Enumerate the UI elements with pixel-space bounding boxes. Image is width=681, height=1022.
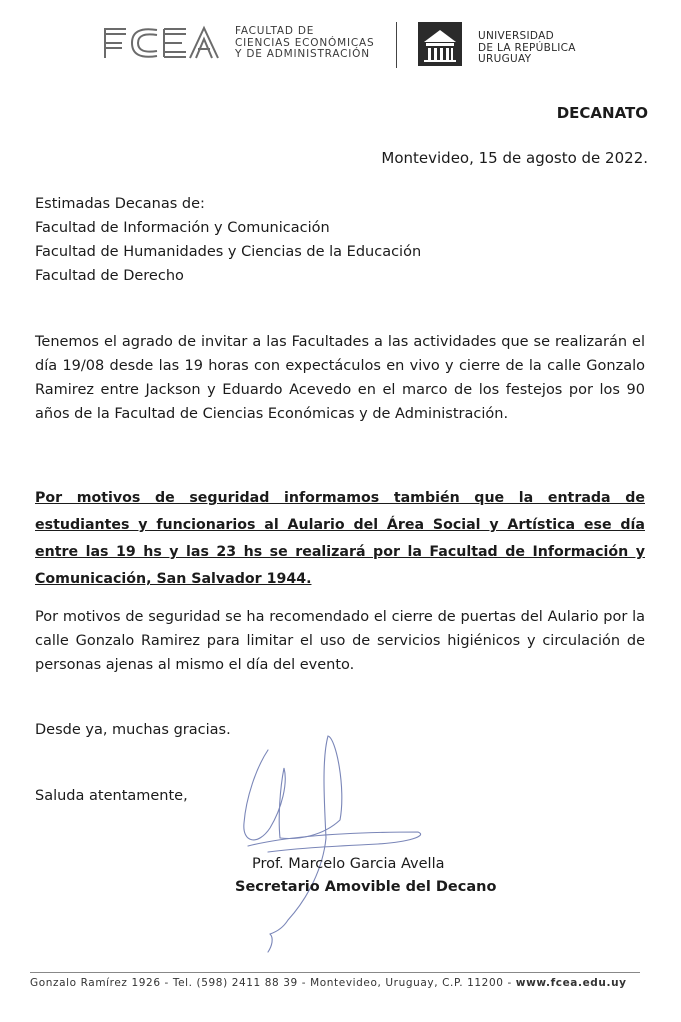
footer — [30, 977, 640, 989]
udelar-name — [478, 31, 576, 66]
handwritten-signature — [228, 728, 438, 958]
footer-website: www.fcea.edu.uy — [515, 977, 627, 989]
signatory-title: Secretario Amovible del Decano — [235, 879, 497, 895]
closing-thanks: Desde ya, muchas gracias. — [35, 722, 231, 738]
addressee-block — [35, 192, 421, 288]
body-paragraph-invitation: Tenemos el agrado de invitar a las Facultades a las actividades que se realizarán el día 19/08 desde las 19 horas con expectáculos en vivo y cierre de la calle Gonzalo Ramirez entre Jackson y Eduardo Acevedo en el marco de los festejos por los 90 años de la Facultad de Ciencias Económicas y de Administración. — [35, 334, 645, 422]
recipient: Facultad de Derecho — [35, 268, 184, 284]
dateline: Montevideo, 15 de agosto de 2022. — [381, 149, 648, 167]
udelar-name-line: DE LA REPÚBLICA — [478, 41, 576, 54]
udelar-logo — [418, 22, 462, 66]
recipient: Facultad de Humanidades y Ciencias de la Educación — [35, 244, 422, 260]
fcea-name-line: FACULTAD DE — [235, 25, 315, 37]
fcea-name — [235, 26, 374, 61]
body-paragraph-closure: Por motivos de seguridad se ha recomendado el cierre de puertas del Aulario por la calle Gonzalo Ramirez para limitar el uso de servicios higiénicos y circulación de personas ajenas al mismo el día del evento. — [35, 609, 645, 673]
office-heading: DECANATO — [556, 104, 648, 122]
fcea-logo — [102, 24, 222, 62]
recipient: Facultad de Información y Comunicación — [35, 220, 330, 236]
udelar-name-line: UNIVERSIDAD — [478, 30, 554, 42]
udelar-name-line: URUGUAY — [478, 53, 532, 65]
closing-regards: Saluda atentamente, — [35, 788, 188, 804]
footer-address: Gonzalo Ramírez 1926 - Tel. (598) 2411 88 39 - Montevideo, Uruguay, C.P. 11200 - — [30, 977, 516, 989]
fcea-name-line: Y DE ADMINISTRACIÓN — [235, 48, 370, 60]
fcea-name-line: CIENCIAS ECONÓMICAS — [235, 36, 375, 49]
greeting: Estimadas Decanas de: — [35, 196, 205, 212]
body-paragraph-security-notice: Por motivos de seguridad informamos también que la entrada de estudiantes y funcionarios al Aulario del Área Social y Artística ese día entre las 19 hs y las 23 hs se realizará por la Facultad de Información y Comunicación, San Salvador 1944. — [35, 490, 645, 587]
footer-divider — [30, 972, 640, 973]
header-divider — [396, 22, 397, 68]
signatory-name: Prof. Marcelo Garcia Avella — [252, 856, 445, 872]
